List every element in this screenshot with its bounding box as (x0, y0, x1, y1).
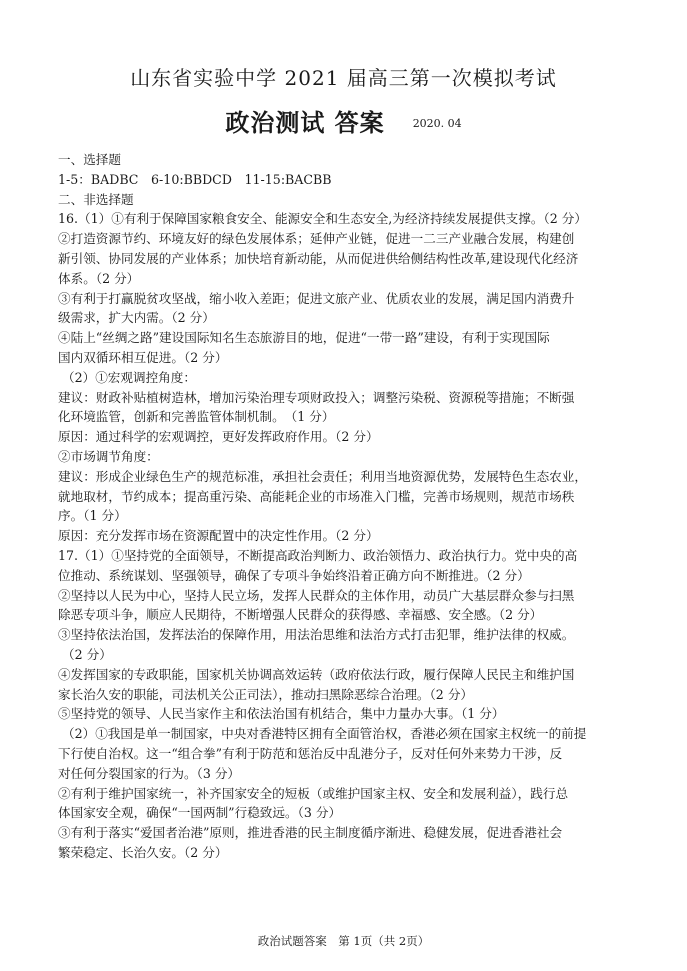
text-line: 化环境监管，创新和完善监管体制机制。 （1 分） (58, 409, 335, 425)
document-subtitle (0, 103, 687, 138)
text-line: 16.（1）①有利于保障国家粮食安全、能源安全和生态安全,为经济持续发展提供支撑。（2 分） (58, 211, 587, 227)
text-line: 1-5：BADBC 6-10:BBDCD 11-15:BACBB (58, 171, 332, 187)
text-line: 序。（1 分） (58, 508, 127, 524)
text-line: ④陆上“丝绸之路”建设国际知名生态旅游目的地，促进“一带一路”建设，有利于实现国际 (58, 330, 550, 346)
text-line: （2 分） (62, 646, 112, 662)
text-line: 体国家安全观，确保“一国两制”行稳致远。（3 分） (58, 805, 342, 821)
text-line: ⑤坚持党的领导、人民当家作主和依法治国有机结合，集中力量办大事。（1 分） (58, 706, 505, 722)
text-line: ②市场调节角度： (58, 448, 159, 464)
text-line: 繁荣稳定、长治久安。（2 分） (58, 844, 228, 860)
text-line: 一、选择题 (58, 152, 121, 167)
text-line: 建议：财政补贴植树造林，增加污染治理专项财政投入；调整污染税、资源税等措施；不断强 (58, 389, 575, 405)
text-line: 体系。（2 分） (58, 270, 140, 286)
text-line: ②坚持以人民为中心，坚持人民立场，发挥人民群众的主体作用，动员广大基层群众参与扫黑 (58, 587, 575, 603)
text-line: 下行使自治权。这一“组合拳”有利于防范和惩治反中乱港分子，反对任何外来势力干涉，反 (58, 745, 563, 761)
text-line: （2）①我国是单一制国家，中央对香港特区拥有全面管治权，香港必须在国家主权统一的前提 (62, 726, 587, 742)
text-line: 建议：形成企业绿色生产的规范标准，承担社会责任；利用当地资源优势，发展特色生态农业， (58, 468, 587, 484)
text-line: 家长治久安的职能，司法机关公正司法），推动扫黑除恶综合治理。（2 分） (58, 686, 474, 702)
text-line: ③有利于打赢脱贫攻坚战，缩小收入差距；促进文旅产业、优质农业的发展，满足国内消费升 (58, 290, 575, 306)
answer-body (58, 150, 636, 863)
text-line: 新引领、协同发展的产业体系；加快培育新动能，从而促进供给侧结构性改革,建设现代化经济 (58, 250, 579, 266)
text-line: 原因：充分发挥市场在资源配置中的决定性作用。（2 分） (58, 528, 379, 544)
text-line: 位推动、系统谋划、坚强领导，确保了专项斗争始终沿着正确方向不断推进。（2 分） (58, 567, 530, 583)
text-line: 级需求，扩大内需。（2 分） (58, 310, 215, 326)
text-line: ②打造资源节约、环境友好的绿色发展体系；延伸产业链，促进一二三产业融合发展，构建创 (58, 231, 575, 247)
text-line: 二、非选择题 (58, 191, 134, 207)
text-line: （2）①宏观调控角度： (62, 369, 196, 385)
text-line: 国内双循环相互促进。（2 分） (58, 349, 228, 365)
text-line: 就地取材，节约成本；提高重污染、高能耗企业的市场准入门槛，完善市场规则，规范市场秩 (58, 488, 575, 504)
document-title: 山东省实验中学 2021 届高三第一次模拟考试 (130, 66, 557, 90)
text-line: 除恶专项斗争，顺应人民期待，不断增强人民群众的获得感、幸福感、安全感。（2 分） (58, 607, 543, 623)
text-line: ②有利于维护国家统一，补齐国家安全的短板（或维护国家主权、安全和发展利益），践行总 (58, 785, 569, 801)
text-line: ③有利于落实“爱国者治港”原则，推进香港的民主制度循序渐进、稳健发展，促进香港社会 (58, 825, 563, 841)
text-line: 17.（1）①坚持党的全面领导，不断提高政治判断力、政治领悟力、政治执行力。党中央的高 (58, 547, 578, 563)
exam-date: 2020. 04 (412, 117, 462, 130)
page-footer: 政治试题答案 第 1页（共 2页） (257, 934, 430, 948)
text-line: ③坚持依法治国，发挥法治的保障作用，用法治思维和法治方式打击犯罪，维护法律的权威。 (58, 627, 575, 643)
text-line: ④发挥国家的专政职能，国家机关协调高效运转（政府依法行政，履行保障人民民主和维护国 (58, 666, 575, 682)
subtitle-text: 政治测试 答案 (225, 108, 385, 137)
text-line: 对任何分裂国家的行为。（3 分） (58, 765, 241, 781)
text-line: 原因：通过科学的宏观调控，更好发挥政府作用。（2 分） (58, 429, 379, 445)
